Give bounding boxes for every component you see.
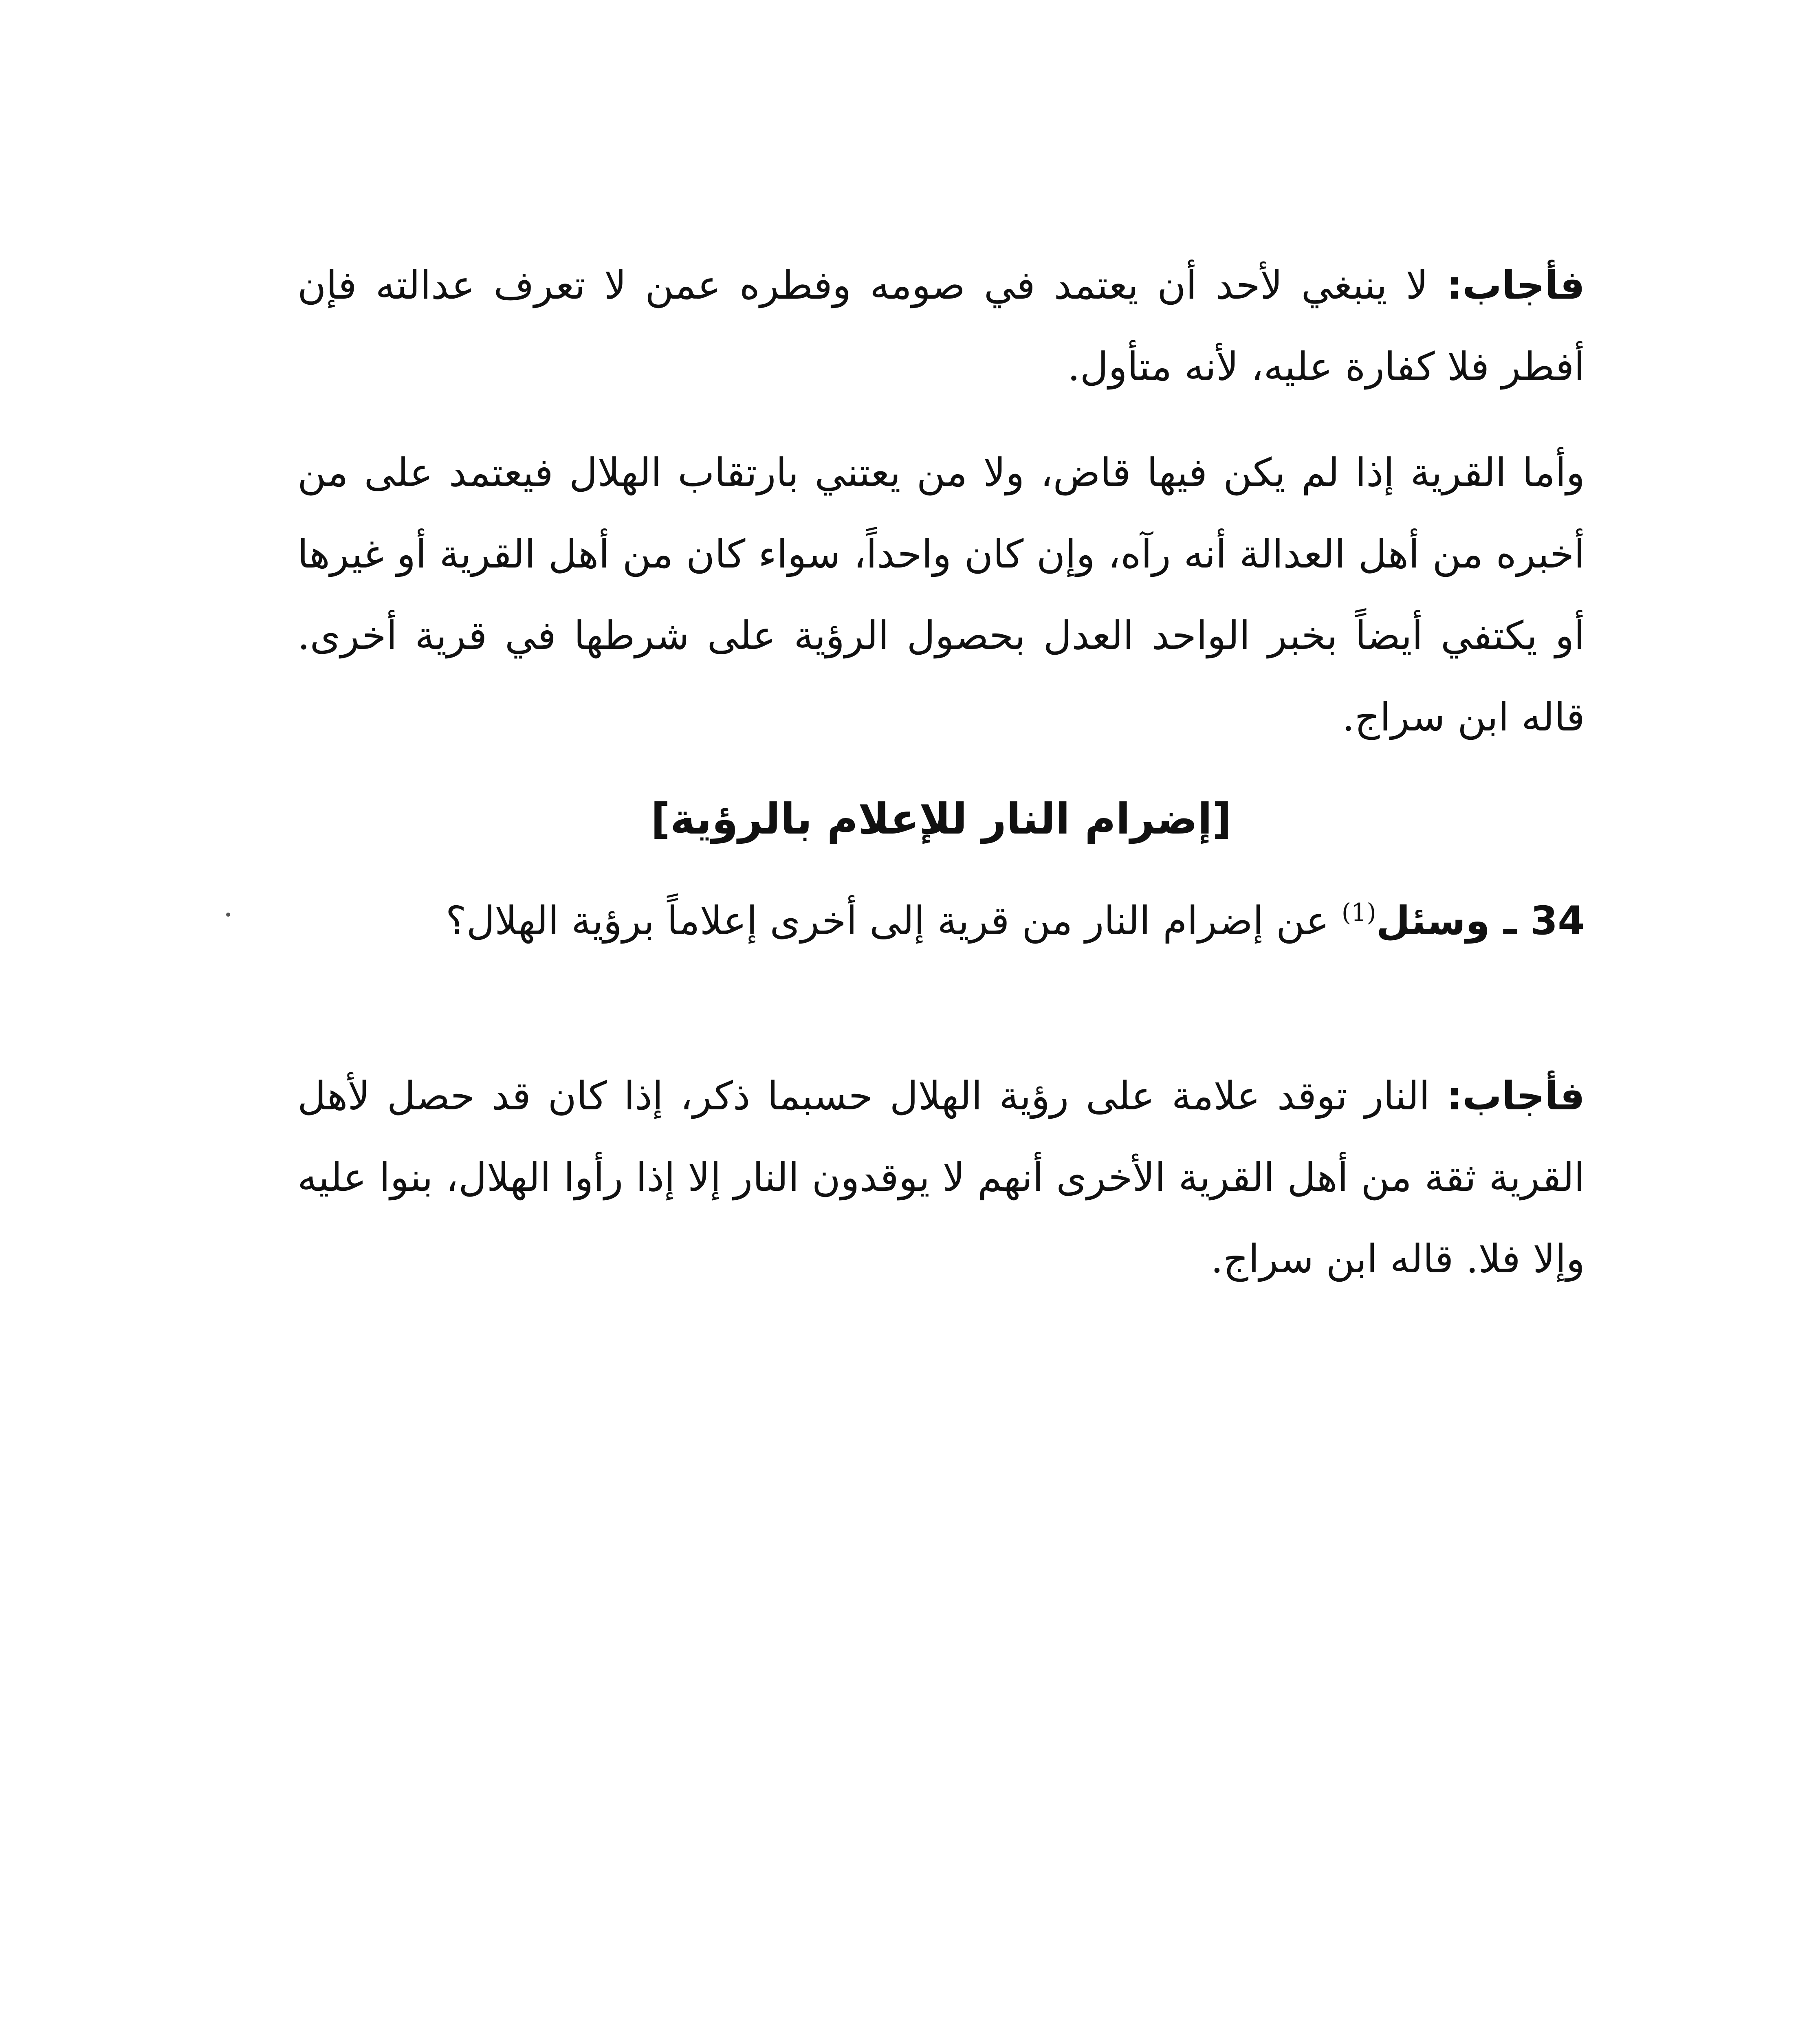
paragraph-4-text: النار توقد علامة على رؤية الهلال حسبما ذكر، إذا كان قد حصل لأهل القرية ثقة من أهل القرية الأخرى أنهم لا يوقدون النار إلا إذا رأوا الهلال، بنوا عليه وإلا فلا. قاله ابن سراج. — [297, 1073, 1585, 1282]
paragraph-1-text: لا ينبغي لأحد أن يعتمد في صومه وفطره عمن لا تعرف عدالته فإن أفطر فلا كفارة عليه، لأنه متأول. — [297, 262, 1585, 389]
paragraph-2 — [297, 432, 1585, 758]
answer-lead: فأجاب: — [1447, 262, 1585, 308]
footnote-ref: (1) — [1341, 898, 1376, 927]
paragraph-3-text: عن إضرام النار من قرية إلى أخرى إعلاماً برؤية الهلال؟ — [445, 898, 1342, 944]
paragraph-2-text: وأما القرية إذا لم يكن فيها قاض، ولا من يعتني بارتقاب الهلال فيعتمد على من أخبره من أهل العدالة أنه رآه، وإن كان واحداً، سواء كان من أهل القرية أو غيرها أو يكتفي أيضاً بخبر الواحد العدل بحصول الرؤية على شرطها في قرية أخرى. قاله ابن سراج. — [297, 450, 1585, 740]
margin-dot — [226, 913, 230, 917]
paragraph-3 — [297, 880, 1585, 961]
answer-lead-2: فأجاب: — [1447, 1073, 1585, 1119]
paragraph-4 — [297, 1055, 1585, 1300]
section-heading: [إضرام النار للإعلام بالرؤية] — [651, 794, 1232, 844]
paragraph-1 — [297, 244, 1585, 407]
question-lead: 34 ـ وسئل — [1376, 898, 1585, 944]
